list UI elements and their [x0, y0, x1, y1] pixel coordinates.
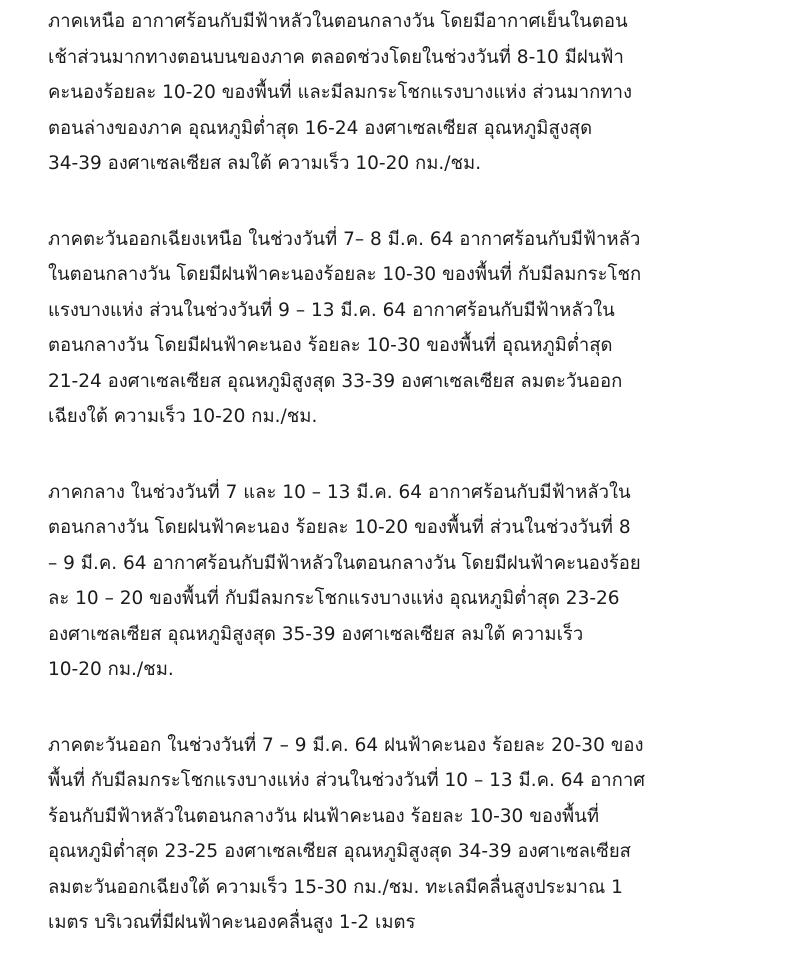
text-line: ภาคตะวันออกเฉียงเหนือ ในช่วงวันที่ 7– 8 มี.ค. 64 อากาศร้อนกับมีฟ้าหลัว [48, 228, 641, 250]
text-line: ละ 10 – 20 ของพื้นที่ กับมีลมกระโชกแรงบางแห่ง อุณหภูมิต่ำสุด 23-26 [48, 588, 620, 609]
text-line: ร้อนกับมีฟ้าหลัวในตอนกลางวัน ฝนฟ้าคะนอง ร้อยละ 10-30 ของพื้นที่ [48, 805, 600, 827]
text-line: 10-20 กม./ชม. [48, 659, 174, 680]
text-line: องศาเซลเซียส อุณหภูมิสูงสุด 35-39 องศาเซลเซียส ลมใต้ ความเร็ว [48, 623, 584, 645]
paragraph-northeast [48, 222, 740, 435]
text-line: ตอนล่างของภาค อุณหภูมิต่ำสุด 16-24 องศาเซลเซียส อุณหภูมิสูงสุด [48, 117, 593, 139]
paragraph-north [48, 4, 740, 182]
text-line: ลมตะวันออกเฉียงใต้ ความเร็ว 15-30 กม./ชม. ทะเลมีคลื่นสูงประมาณ 1 [48, 876, 623, 898]
text-line: 21-24 องศาเซลเซียส อุณหภูมิสูงสุด 33-39 องศาเซลเซียส ลมตะวันออก [48, 370, 623, 392]
text-line: เมตร บริเวณที่มีฝนฟ้าคะนองคลื่นสูง 1-2 เมตร [48, 912, 416, 933]
paragraph-east [48, 728, 740, 941]
text-line: ภาคตะวันออก ในช่วงวันที่ 7 – 9 มี.ค. 64 ฝนฟ้าคะนอง ร้อยละ 20-30 ของ [48, 734, 644, 756]
text-line: ภาคเหนือ อากาศร้อนกับมีฟ้าหลัวในตอนกลางวัน โดยมีอากาศเย็นในตอน [48, 11, 628, 32]
text-line: ตอนกลางวัน โดยฝนฟ้าคะนอง ร้อยละ 10-20 ของพื้นที่ ส่วนในช่วงวันที่ 8 [48, 517, 631, 538]
text-line: ตอนกลางวัน โดยมีฝนฟ้าคะนอง ร้อยละ 10-30 ของพื้นที่ อุณหภูมิต่ำสุด [48, 335, 613, 356]
text-line: ภาคกลาง ในช่วงวันที่ 7 และ 10 – 13 มี.ค. 64 อากาศร้อนกับมีฟ้าหลัวใน [48, 481, 631, 503]
text-line: อุณหภูมิต่ำสุด 23-25 องศาเซลเซียส อุณหภูมิสูงสุด 34-39 องศาเซลเซียส [48, 841, 631, 862]
text-line: ในตอนกลางวัน โดยมีฝนฟ้าคะนองร้อยละ 10-30 ของพื้นที่ กับมีลมกระโชก [48, 264, 642, 285]
text-line: 34-39 องศาเซลเซียส ลมใต้ ความเร็ว 10-20 กม./ชม. [48, 153, 482, 174]
text-line: – 9 มี.ค. 64 อากาศร้อนกับมีฟ้าหลัวในตอนกลางวัน โดยมีฝนฟ้าคะนองร้อย [48, 552, 641, 574]
text-line: เฉียงใต้ ความเร็ว 10-20 กม./ชม. [48, 406, 318, 427]
text-line: พื้นที่ กับมีลมกระโชกแรงบางแห่ง ส่วนในช่วงวันที่ 10 – 13 มี.ค. 64 อากาศ [48, 770, 645, 791]
text-line: คะนองร้อยละ 10-20 ของพื้นที่ และมีลมกระโชกแรงบางแห่ง ส่วนมากทาง [48, 82, 632, 103]
paragraph-central [48, 475, 740, 688]
text-line: เช้าส่วนมากทางตอนบนของภาค ตลอดช่วงโดยในช่วงวันที่ 8-10 มีฝนฟ้า [48, 46, 624, 68]
text-line: แรงบางแห่ง ส่วนในช่วงวันที่ 9 – 13 มี.ค. 64 อากาศร้อนกับมีฟ้าหลัวใน [48, 299, 615, 321]
